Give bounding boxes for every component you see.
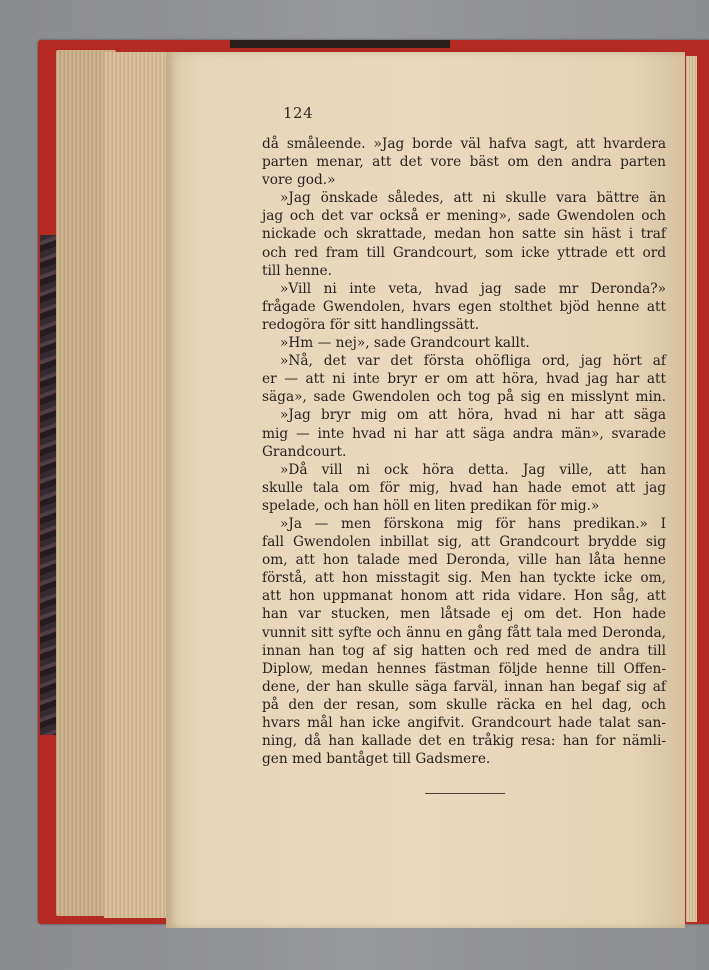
- text-line: skulle tala om för mig, hvad han hade emot att jag: [262, 479, 666, 496]
- text-line: innan han tog af sig hatten och red med de andra till: [262, 642, 666, 659]
- text-line: på den der resan, som skulle räcka en hel dag, och: [262, 696, 666, 713]
- text-line: redogöra för sitt handlingssätt.: [262, 316, 480, 333]
- text-line: Diplow, medan hennes fästman följde henne till Offen-: [262, 660, 666, 677]
- text-line: parten menar, att det vore bäst om den andra parten: [262, 154, 666, 171]
- text-line: och red fram till Grandcourt, som icke yttrade ett ord: [262, 244, 666, 261]
- text-line: »Hm — nej», sade Grandcourt kallt.: [280, 335, 530, 352]
- text-line: säga», sade Gwendolen och tog på sig en misslynt min.: [262, 389, 666, 406]
- section-divider: [425, 793, 505, 794]
- page-stack-inner: [104, 52, 168, 918]
- text-line: mig — inte hvad ni har att säga andra män», svarade: [262, 425, 666, 442]
- text-line: nickade och skrattade, medan hon satte sin häst i traf: [262, 226, 666, 243]
- cover-top-edge: [230, 40, 450, 48]
- text-line: spelade, och han höll en liten predikan för mig.»: [262, 497, 600, 514]
- text-line: dene, der han skulle säga farväl, innan han begaf sig af: [262, 678, 666, 695]
- text-line: att hon uppmanat honom att rida vidare. Hon såg, att: [262, 588, 666, 605]
- text-line: »Jag bryr mig om att höra, hvad ni har att säga: [280, 407, 666, 424]
- facing-page-edge: [686, 56, 697, 922]
- body-text: [262, 135, 666, 768]
- text-line: er — att ni inte bryr er om att höra, hvad jag har att: [262, 371, 666, 388]
- text-line: ning, då han kallade det en tråkig resa: han for nämli-: [262, 733, 666, 750]
- text-line: »Ja — men förskona mig för hans predikan.» I: [280, 515, 666, 532]
- text-line: frågade Gwendolen, hvars egen stolthet bjöd henne att: [262, 298, 666, 315]
- text-line: vunnit sitt syfte och ännu en gång fått tala med Deronda,: [262, 624, 666, 641]
- text-line: om, att hon talade med Deronda, ville han låta henne: [262, 552, 666, 569]
- text-line: hvars mål han icke angifvit. Grandcourt hade talat san-: [262, 715, 666, 731]
- text-line: »Nå, det var det första ohöfliga ord, jag hört af: [280, 353, 666, 370]
- text-line: jag och det var också er mening», sade Gwendolen och: [262, 208, 666, 225]
- text-line: förstå, att hon misstagit sig. Men han tyckte icke om,: [262, 570, 666, 587]
- text-line: då småleende. »Jag borde väl hafva sagt, att hvardera: [262, 136, 666, 152]
- text-line: »Jag önskade således, att ni skulle vara bättre än: [280, 190, 666, 207]
- text-line: till henne.: [262, 262, 332, 279]
- text-line: han var stucken, men låtsade ej om det. Hon hade: [262, 606, 666, 623]
- text-line: vore god.»: [262, 172, 336, 189]
- page-number: 124: [283, 104, 314, 122]
- text-line: gen med bantåget till Gadsmere.: [262, 751, 491, 768]
- text-line: »Vill ni inte veta, hvad jag sade mr Deronda?»: [280, 280, 666, 297]
- text-line: »Då vill ni ock höra detta. Jag ville, att han: [280, 461, 666, 478]
- text-line: Grandcourt.: [262, 443, 347, 460]
- text-line: fall Gwendolen inbillat sig, att Grandcourt brydde sig: [262, 534, 666, 551]
